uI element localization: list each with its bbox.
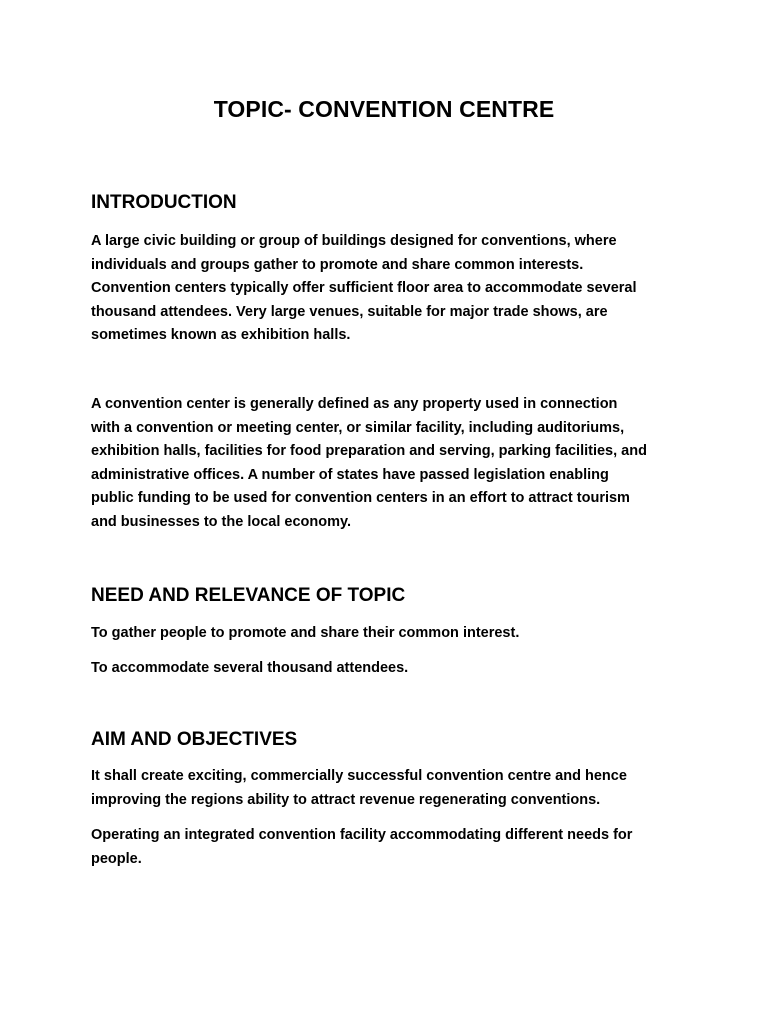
section-heading-aim-and-objectives: AIM AND OBJECTIVES: [91, 729, 298, 750]
text-line: It shall create exciting, commercially successful convention centre and hence: [91, 768, 627, 784]
text-line: Operating an integrated convention facility accommodating different needs for: [91, 827, 633, 843]
text-line: people.: [91, 850, 142, 867]
text-line: public funding to be used for convention centers in an effort to attract tourism: [91, 490, 630, 507]
text-line: A large civic building or group of buildings designed for conventions, where: [91, 233, 617, 249]
introduction-paragraph-2: [91, 393, 691, 535]
text-line: improving the regions ability to attract revenue regenerating conventions.: [91, 791, 601, 808]
text-line: and businesses to the local economy.: [91, 513, 351, 530]
section-heading-introduction: INTRODUCTION: [91, 192, 237, 213]
text-line: To gather people to promote and share their common interest.: [91, 625, 520, 641]
text-line: with a convention or meeting center, or similar facility, including auditoriums,: [91, 419, 625, 436]
text-line: sometimes known as exhibition halls.: [91, 327, 351, 344]
need-paragraph-1: [91, 622, 691, 646]
text-line: administrative offices. A number of states have passed legislation enabling: [91, 466, 609, 483]
text-line: To accommodate several thousand attendees.: [91, 660, 409, 676]
text-line: individuals and groups gather to promote and share common interests.: [91, 256, 584, 273]
introduction-paragraph-1: [91, 230, 691, 348]
need-paragraph-2: [91, 657, 691, 681]
aim-paragraph-1: [91, 765, 691, 812]
text-line: A convention center is generally defined as any property used in connection: [91, 396, 618, 412]
text-line: thousand attendees. Very large venues, suitable for major trade shows, are: [91, 303, 608, 320]
text-line: Convention centers typically offer sufficient floor area to accommodate several: [91, 280, 637, 297]
document-title: TOPIC- CONVENTION CENTRE: [213, 96, 555, 122]
aim-paragraph-2: [91, 824, 691, 871]
text-line: exhibition halls, facilities for food preparation and serving, parking facilities, and: [91, 443, 647, 460]
section-heading-need-and-relevance: NEED AND RELEVANCE OF TOPIC: [91, 585, 406, 606]
